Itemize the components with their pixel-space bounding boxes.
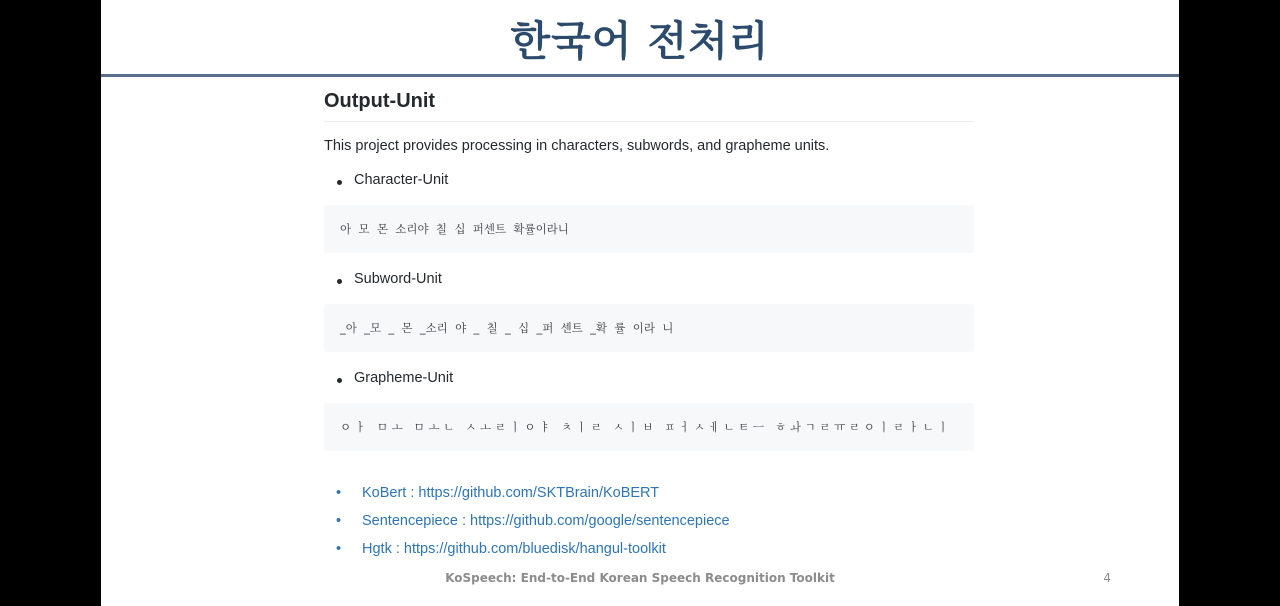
slide-footer: KoSpeech: End-to-End Korean Speech Recognition Toolkit — [445, 571, 835, 585]
bullet-subword-unit: Subword-Unit — [324, 271, 974, 287]
intro-paragraph: This project provides processing in characters, subwords, and grapheme units. — [324, 138, 830, 154]
code-block-grapheme-unit: ㅇ ㅏ ㅁ ㅗ ㅁ ㅗ ㄴ ㅅ ㅗ ㄹ ㅣ ㅇ ㅑ ㅊ ㅣ ㄹ ㅅ ㅣ ㅂ ㅍ ㅓ ㅅ ㅔ ㄴ ㅌ ㅡ ㅎ ㅘ ㄱ ㄹ ㅠ ㄹ ㅇ ㅣ ㄹ ㅏ ㄴ ㅣ — [324, 403, 974, 451]
section-heading: Output-Unit — [324, 88, 974, 122]
slide-title: 한국어 전처리 — [510, 17, 770, 65]
reference-link-sentencepiece[interactable]: • Sentencepiece : https://github.com/google/sentencepiece — [334, 510, 1034, 538]
reference-list — [334, 482, 1034, 566]
code-block-character-unit: 아 모 몬 소리야 칠 십 퍼센트 확률이라니 — [324, 205, 974, 253]
bullet-character-unit: Character-Unit — [324, 172, 974, 188]
reference-link-kobert[interactable]: • KoBert : https://github.com/SKTBrain/KoBERT — [334, 482, 1034, 510]
title-divider — [101, 74, 1179, 77]
document-content — [324, 88, 974, 451]
slide — [101, 0, 1179, 606]
code-block-subword-unit: _아 _모 _ 몬 _소리 야 _ 칠 _ 십 _퍼 센트 _확 률 이라 니 — [324, 304, 974, 352]
bullet-grapheme-unit: Grapheme-Unit — [324, 370, 974, 386]
reference-link-hgtk[interactable]: • Hgtk : https://github.com/bluedisk/hangul-toolkit — [334, 538, 1034, 566]
page-number: 4 — [1103, 571, 1111, 585]
